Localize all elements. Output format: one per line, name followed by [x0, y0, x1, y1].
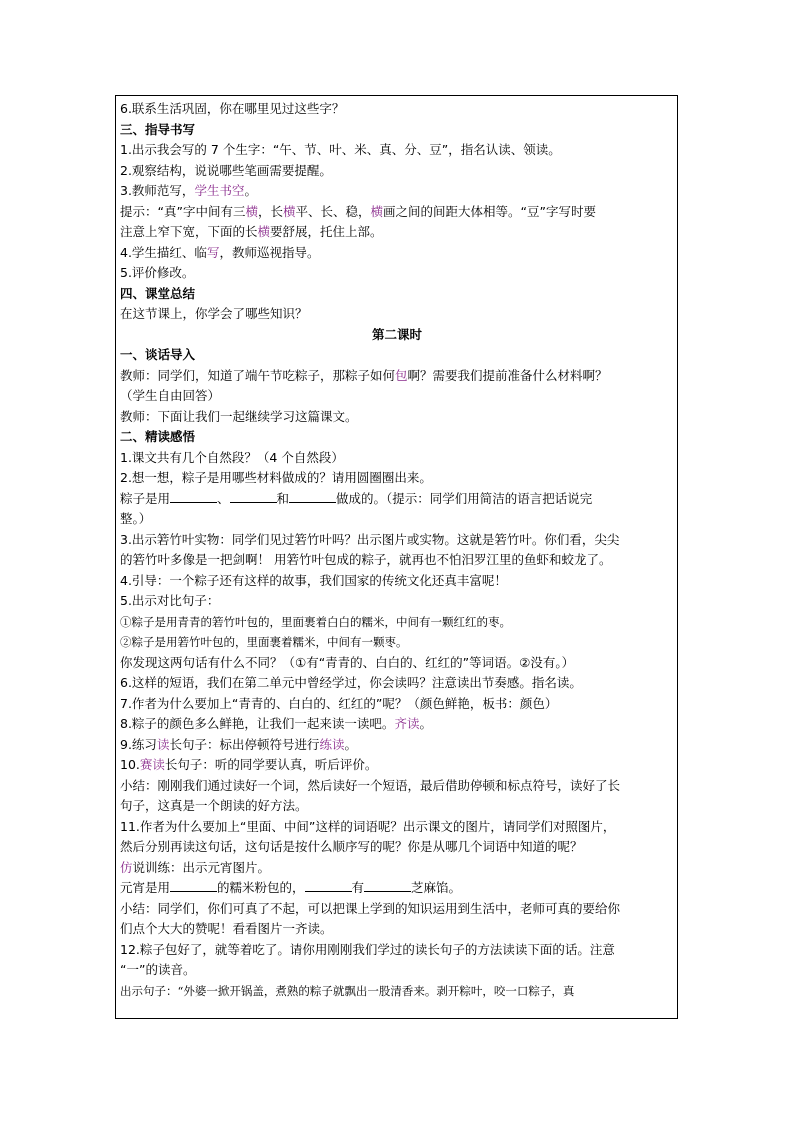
text-line: 1.出示我会写的 7 个生字：“午、节、叶、米、真、分、豆”，指名认读、领读。 — [120, 142, 561, 157]
text-line: 2.观察结构，说说哪些笔画需要提醒。 — [120, 162, 332, 178]
lesson-plan-content — [116, 96, 677, 1001]
lesson-plan-table-cell — [115, 95, 678, 1019]
lesson-title: 第二课时 — [371, 326, 422, 342]
text-line: 你发现这两句话有什么不同？（①有“青青的、白白的、红红的”等词语。②没有。） — [120, 654, 575, 670]
text-span: 长句子：听的同学要认真，听后评价。 — [164, 757, 378, 772]
text-span: 长句子：标出停顿符号进行 — [169, 736, 320, 752]
comparison-sentence-2: ②粽子是用箬竹叶包的，里面裹着糯米，中间有一颗枣。 — [120, 635, 408, 649]
text-line: 6.这样的短语，我们在第二单元中曾经学过，你会读吗？注意读出节奏感。指名读。 — [120, 675, 582, 690]
text-line — [120, 366, 674, 387]
text-line — [120, 714, 674, 735]
text-span: ，长 — [257, 203, 283, 219]
highlight-text: 读 — [156, 736, 170, 752]
highlight-text: 练读 — [319, 736, 345, 752]
text-line: 5.出示对比句子： — [120, 593, 220, 608]
blank-line — [305, 879, 352, 892]
text-line: 2.想一想，粽子是用哪些材料做成的？请用圆圈圈出来。 — [120, 470, 432, 485]
text-span: 有 — [351, 880, 365, 895]
text-span: ，教师巡视指导。 — [219, 244, 320, 260]
text-line: 然后分别再读这句话，这句话是按什么顺序写的呢？你是从哪几个词语中知道的呢？ — [120, 839, 583, 854]
text-line: “一”的读音。 — [120, 962, 196, 977]
text-span: 画之间的间距大体相等。“豆”字写时要 — [383, 203, 596, 219]
text-line — [120, 222, 674, 243]
text-span: 。 — [244, 183, 257, 198]
text-line — [120, 735, 674, 756]
blank-line — [364, 879, 411, 892]
example-sentence: 出示句子：“外婆一掀开锅盖，煮熟的粽子就飘出一股清香来。剥开粽叶，咬一口粽子，真 — [120, 983, 575, 998]
blank-line — [170, 879, 217, 892]
text-span: 元宵是用 — [120, 880, 171, 895]
blank-line — [170, 490, 217, 503]
text-span: 要舒展，托住上部。 — [270, 224, 383, 239]
blank-line — [230, 490, 277, 503]
highlight-text: 横 — [257, 224, 271, 239]
text-line: 12.粽子包好了，就等着吃了。请你用刚刚我们学过的读长句子的方法读读下面的话。注意 — [120, 941, 615, 957]
text-span: 提示：“真”字中间有三 — [120, 203, 246, 219]
text-span: 的糯米粉包的， — [217, 880, 305, 895]
text-span: 3.教师范写， — [120, 183, 195, 198]
comparison-sentence-1: ①粽子是用青青的箬竹叶包的，里面裹着白白的糯米，中间有一颗红红的枣。 — [120, 614, 511, 629]
text-line: 6.联系生活巩固，你在哪里见过这些字？ — [120, 101, 345, 116]
text-span: 啊？需要我们提前准备什么材料啊？ — [407, 367, 608, 383]
text-span: 。 — [419, 716, 432, 731]
text-span: 教师：同学们，知道了端午节吃粽子，那粽子如何 — [120, 367, 396, 383]
section-heading-close-reading: 二、精读感悟 — [120, 429, 196, 444]
highlight-text: 仿 — [120, 859, 133, 875]
section-heading-intro: 一、谈话导入 — [120, 347, 196, 362]
text-span: 粽子是用 — [120, 490, 171, 506]
text-line: 5.评价修改。 — [120, 265, 195, 280]
text-line — [120, 755, 674, 776]
text-span: 8.粽子的颜色多么鲜艳，让我们一起来读一读吧。 — [120, 716, 395, 731]
section-heading-summary: 四、课堂总结 — [120, 285, 196, 301]
text-span: 。 — [344, 736, 357, 752]
text-line: 小结：刚刚我们通过读好一个词，然后读好一个短语，最后借助停顿和标点符号，读好了长 — [120, 777, 621, 793]
highlight-text: 横 — [245, 203, 258, 219]
text-span: 9.练习 — [120, 736, 157, 752]
highlight-text: 横 — [282, 203, 296, 219]
highlight-text: 横 — [370, 203, 384, 219]
text-span: 和 — [276, 490, 290, 506]
text-line: 7.作者为什么要加上“青青的、白白的、红红的”呢？（颜色鲜艳，板书：颜色） — [120, 695, 558, 711]
text-line — [120, 202, 674, 223]
highlight-text: 写 — [206, 244, 220, 260]
text-span: 注意上窄下宽，下面的长 — [120, 224, 258, 239]
fill-in-line — [120, 878, 674, 899]
text-span: 平、长、稳， — [295, 203, 371, 219]
text-span: 4.学生描红、临 — [120, 244, 207, 260]
text-line: 11.作者为什么要加上“里面、中间”这样的词语呢？出示课文的图片，请同学们对照图片， — [120, 818, 616, 834]
text-line — [120, 858, 674, 879]
text-line: 1.课文共有几个自然段？（4 个自然段） — [120, 449, 344, 465]
text-line — [120, 181, 674, 202]
highlight-text: 齐读 — [394, 716, 420, 731]
highlight-text: 学生书空 — [194, 183, 245, 198]
text-line: 句子，这真是一个朗读的好方法。 — [120, 798, 308, 813]
text-line: 在这节课上，你学会了哪些知识？ — [120, 306, 308, 321]
text-span: 芝麻馅。 — [411, 880, 462, 895]
fill-in-line — [120, 489, 674, 510]
text-line: 整。） — [120, 511, 152, 526]
highlight-text: 赛读 — [139, 757, 165, 772]
text-span: 10. — [120, 757, 140, 772]
text-line: 教师：下面让我们一起继续学习这篇课文。 — [120, 408, 358, 424]
text-line: 3.出示箬竹叶实物：同学们见过箬竹叶吗？出示图片或实物。这就是箬竹叶。你们看，尖尖 — [120, 531, 620, 547]
text-line — [120, 243, 674, 264]
text-line: 4.引导：一个粽子还有这样的故事，我们国家的传统文化还真丰富呢！ — [120, 572, 507, 588]
section-heading-guided-writing: 三、指导书写 — [120, 121, 196, 137]
text-line: （学生自由回答） — [120, 388, 221, 403]
text-span: 说训练：出示元宵图片。 — [132, 859, 271, 875]
text-span: 做成的。（提示：同学们用简洁的语言把话说完 — [336, 490, 593, 506]
highlight-text: 包 — [395, 367, 408, 383]
text-line: 的箬竹叶多像是一把剑啊！ 用箬竹叶包成的粽子，就再也不怕汨罗江里的鱼虾和蛟龙了。 — [120, 552, 612, 567]
text-line: 们点个大大的赞呢！看看图片一齐读。 — [120, 921, 333, 936]
text-line: 小结：同学们，你们可真了不起，可以把课上学到的知识运用到生活中，老师可真的要给你 — [120, 900, 621, 916]
text-span: 、 — [217, 490, 230, 506]
blank-line — [289, 490, 336, 503]
